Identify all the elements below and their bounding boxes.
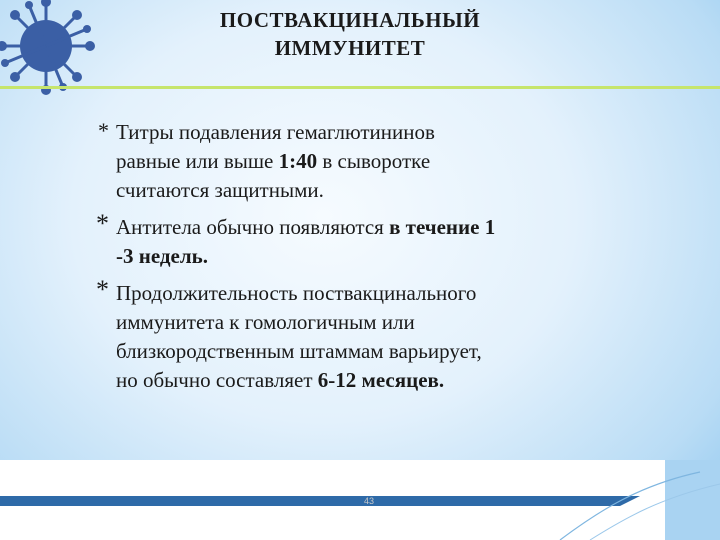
bullet-3-line-3	[116, 337, 658, 366]
bullet-item-3	[96, 275, 658, 395]
bullet-3-line-4	[116, 366, 658, 395]
bullet-item-2	[96, 209, 658, 271]
bullet-3-text: Продолжительность поствакцинального	[116, 281, 477, 305]
bullet-1-text: Титры подавления гемаглютининов	[116, 120, 435, 144]
bullet-3-line-1	[116, 279, 658, 308]
bullet-3-text: но обычно составляет	[116, 368, 318, 392]
virus-icon	[0, 0, 98, 98]
bullet-1-bold: 1:40	[278, 149, 318, 173]
bullet-3-text: иммунитета к гомологичным или	[116, 310, 415, 334]
bullet-2-line-2	[116, 242, 658, 271]
page-number: 43	[364, 496, 375, 506]
bullet-list	[98, 118, 658, 403]
bullet-3-line-2	[116, 308, 658, 337]
bullet-1-line-1	[116, 118, 658, 147]
bullet-marker: *	[96, 209, 109, 238]
slide-title	[150, 6, 550, 62]
bullet-3-bold: 6-12 месяцев.	[317, 368, 445, 392]
title-line-1: ПОСТВАКЦИНАЛЬНЫЙ	[219, 8, 481, 32]
bullet-3-text: близкородственным штаммам варьирует,	[116, 339, 482, 363]
bullet-1-text: равные или выше	[116, 149, 279, 173]
footer-decoration	[0, 460, 720, 540]
bullet-item-1	[98, 118, 658, 205]
title-line-2: ИММУНИТЕТ	[274, 36, 426, 60]
bullet-2-text: Антитела обычно появляются	[116, 215, 390, 239]
bullet-2-bold: в течение 1	[389, 215, 496, 239]
title-divider	[0, 86, 720, 89]
bullet-2-bold: -3 недель.	[116, 244, 208, 268]
bullet-marker: *	[96, 275, 109, 304]
bullet-1-line-3	[116, 176, 658, 205]
bullet-1-text: считаются защитными.	[116, 178, 324, 202]
bullet-1-line-2	[116, 147, 658, 176]
bullet-1-text: в сыворотке	[317, 149, 431, 173]
bullet-marker: *	[98, 118, 109, 143]
bullet-2-line-1	[116, 213, 658, 242]
